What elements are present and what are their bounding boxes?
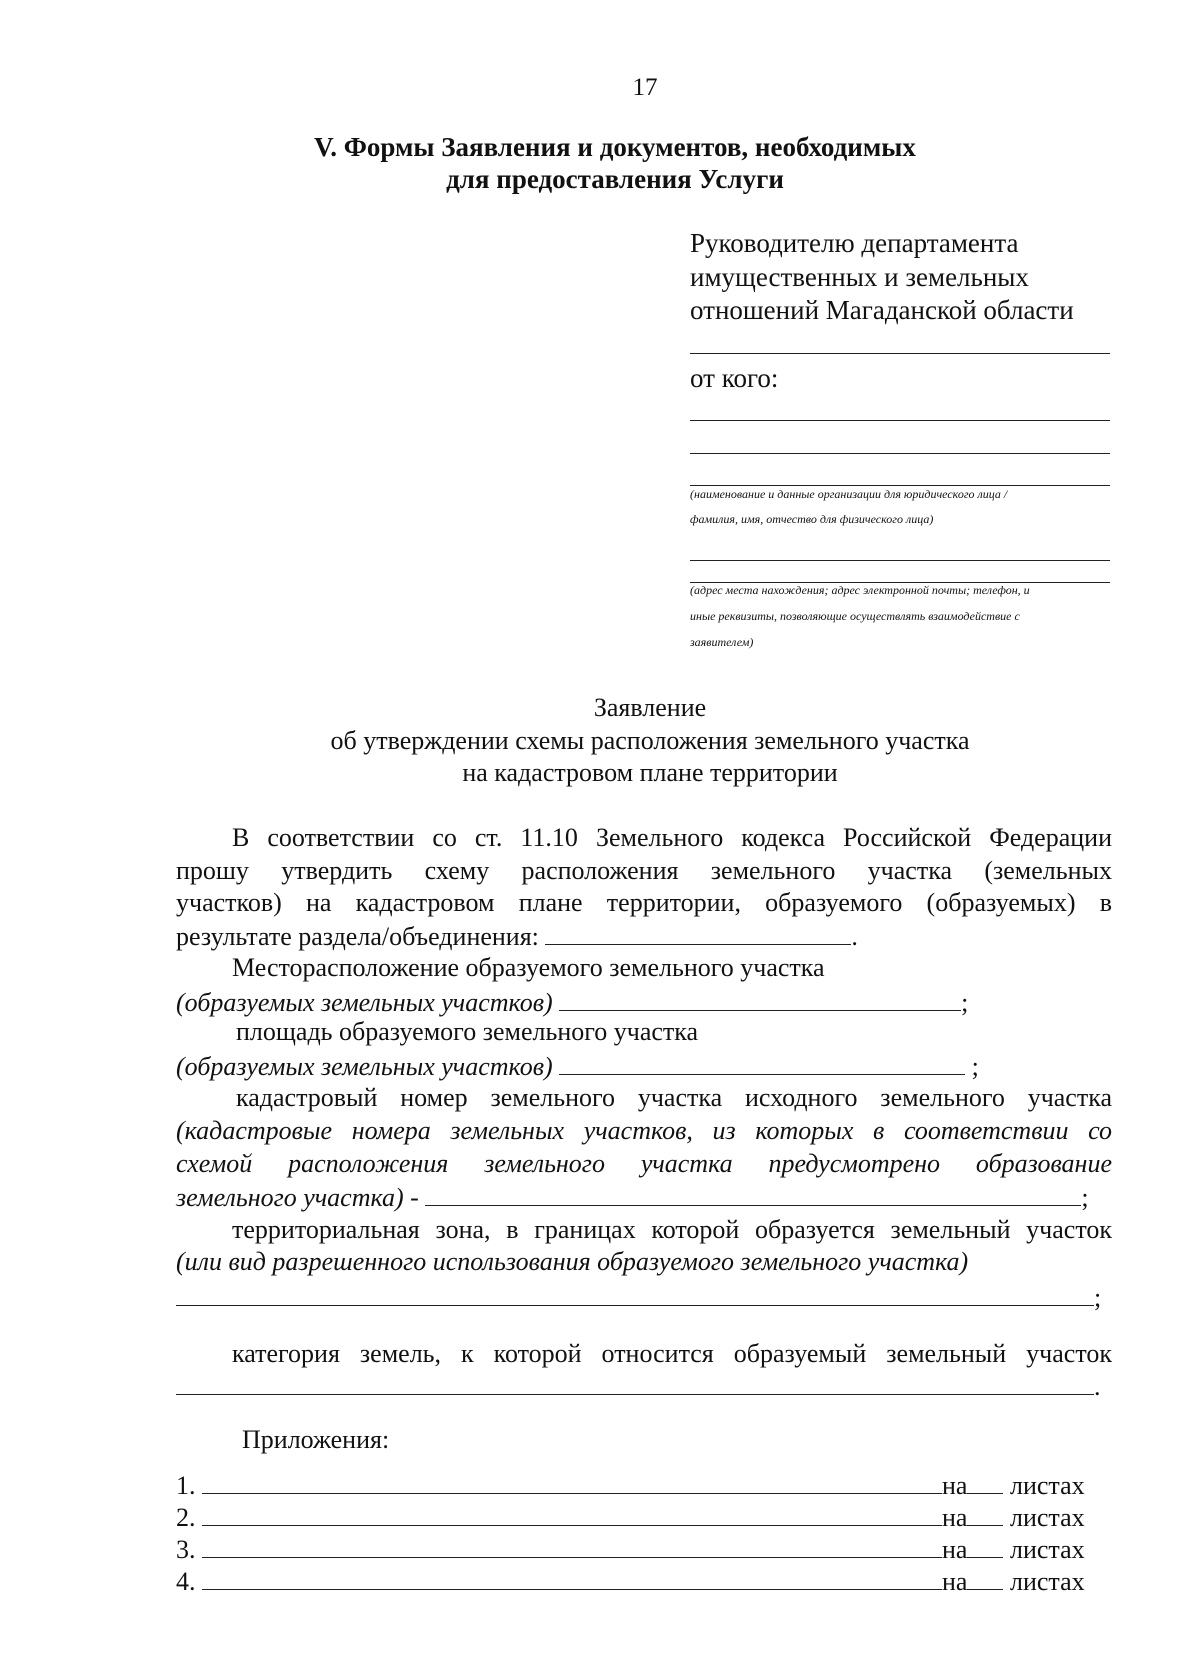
- attachment-on-label: на: [942, 1503, 968, 1532]
- applicant-note-2: фамилия, имя, отчество для физического лица): [690, 512, 934, 526]
- category-line2: [176, 1370, 1101, 1402]
- attachment-row-3: [176, 1533, 1085, 1565]
- location-line2-text: (образуемых земельных участков): [176, 988, 553, 1017]
- attachment-field[interactable]: [202, 1533, 942, 1558]
- area-line2: [176, 1050, 979, 1082]
- attachment-row-4: [176, 1565, 1085, 1597]
- attachment-sheets-label: листах: [1009, 1471, 1085, 1500]
- area-line2-text: (образуемых земельных участков): [176, 1052, 553, 1081]
- attachment-number: 4.: [176, 1567, 196, 1596]
- contact-note-2: иные реквизиты, позволяющие осуществлять взаимодействие с: [690, 609, 1020, 623]
- p1-line1: В соответствии со ст. 11.10 Земельного кодекса Российской Федерации: [232, 823, 1112, 852]
- page-number: 17: [632, 74, 658, 101]
- attachment-on-label: на: [942, 1471, 968, 1500]
- cadastral-line4: [176, 1181, 1089, 1213]
- attachment-field[interactable]: [202, 1501, 942, 1526]
- attachments-label: Приложения:: [242, 1425, 390, 1454]
- p1-line4-text: результате раздела/объединения:: [176, 922, 539, 951]
- applicant-field-line-2[interactable]: [690, 453, 1110, 454]
- area-field[interactable]: [559, 1050, 965, 1075]
- location-semicolon: ;: [961, 988, 969, 1017]
- addressee-line2: имущественных и земельных: [690, 262, 1029, 292]
- category-period: .: [1094, 1372, 1101, 1401]
- statement-title-line3: на кадастровом плане территории: [462, 758, 838, 787]
- attachment-row-2: [176, 1501, 1085, 1533]
- area-line1: площадь образуемого земельного участка: [236, 1017, 699, 1046]
- p1-line4: [176, 920, 858, 952]
- applicant-field-line-1[interactable]: [690, 420, 1110, 421]
- cadastral-line4-text: земельного участка) -: [176, 1183, 419, 1212]
- category-line1: категория земель, к которой относится образуемый земельный участок: [232, 1339, 1112, 1368]
- addressee-line1: Руководителю департамента: [690, 228, 1019, 258]
- location-field[interactable]: [559, 986, 961, 1011]
- p1-line2: прошу утвердить схему расположения земельного участка (земельных: [176, 856, 1112, 885]
- zone-line1: территориальная зона, в границах которой образуется земельный участок: [232, 1215, 1112, 1244]
- section-title-line2: для предоставления Услуги: [446, 164, 784, 194]
- location-line2: [176, 986, 968, 1018]
- area-semicolon: ;: [971, 1052, 979, 1081]
- attachment-sheets-field[interactable]: [967, 1565, 1003, 1590]
- attachment-sheets-field[interactable]: [967, 1533, 1003, 1558]
- zone-field[interactable]: [176, 1281, 1094, 1306]
- statement-title-line1: Заявление: [593, 693, 707, 722]
- addressee-line3: отношений Магаданской области: [690, 295, 1074, 325]
- p1-period: .: [851, 922, 858, 951]
- cadastral-line2: (кадастровые номера земельных участков, из которых в соответствии со: [176, 1116, 1112, 1145]
- addressee-blank-line[interactable]: [690, 353, 1110, 354]
- attachment-sheets-label: листах: [1009, 1567, 1085, 1596]
- from-label: от кого:: [690, 363, 779, 393]
- location-line1: Месторасположение образуемого земельного участка: [232, 953, 825, 982]
- cadastral-field[interactable]: [425, 1181, 1081, 1206]
- section-title-line1: V. Формы Заявления и документов, необходимых: [314, 132, 916, 162]
- cadastral-line1: кадастровый номер земельного участка исходного земельного участка: [236, 1083, 1112, 1112]
- applicant-note-1: (наименование и данные организации для юридического лица /: [690, 487, 1008, 501]
- attachment-number: 2.: [176, 1503, 196, 1532]
- attachment-sheets-label: листах: [1009, 1535, 1085, 1564]
- cadastral-semicolon: ;: [1081, 1183, 1089, 1212]
- cadastral-line3: схемой расположения земельного участка предусмотрено образование: [176, 1149, 1112, 1178]
- attachment-sheets-field[interactable]: [967, 1469, 1003, 1494]
- attachment-sheets-label: листах: [1009, 1503, 1085, 1532]
- contact-field-line-1[interactable]: [690, 560, 1110, 561]
- zone-semicolon: ;: [1094, 1283, 1102, 1312]
- category-field[interactable]: [176, 1370, 1094, 1395]
- zone-line3: [176, 1281, 1101, 1313]
- statement-title-line2: об утверждении схемы расположения земельного участка: [330, 726, 970, 755]
- attachment-row-1: [176, 1469, 1085, 1501]
- zone-line2: (или вид разрешенного использования образуемого земельного участка): [176, 1247, 969, 1276]
- attachment-on-label: на: [942, 1567, 968, 1596]
- contact-note-1: (адрес места нахождения; адрес электронной почты; телефон, и: [690, 583, 1030, 597]
- attachment-number: 1.: [176, 1471, 196, 1500]
- attachment-sheets-field[interactable]: [967, 1501, 1003, 1526]
- attachment-on-label: на: [942, 1535, 968, 1564]
- applicant-field-line-3[interactable]: [690, 485, 1110, 486]
- p1-line3: участков) на кадастровом плане территории, образуемого (образуемых) в: [176, 888, 1112, 917]
- attachment-field[interactable]: [202, 1565, 942, 1590]
- attachment-number: 3.: [176, 1535, 196, 1564]
- contact-note-3: заявителем): [690, 635, 754, 649]
- division-field[interactable]: [545, 920, 851, 945]
- attachment-field[interactable]: [202, 1469, 942, 1494]
